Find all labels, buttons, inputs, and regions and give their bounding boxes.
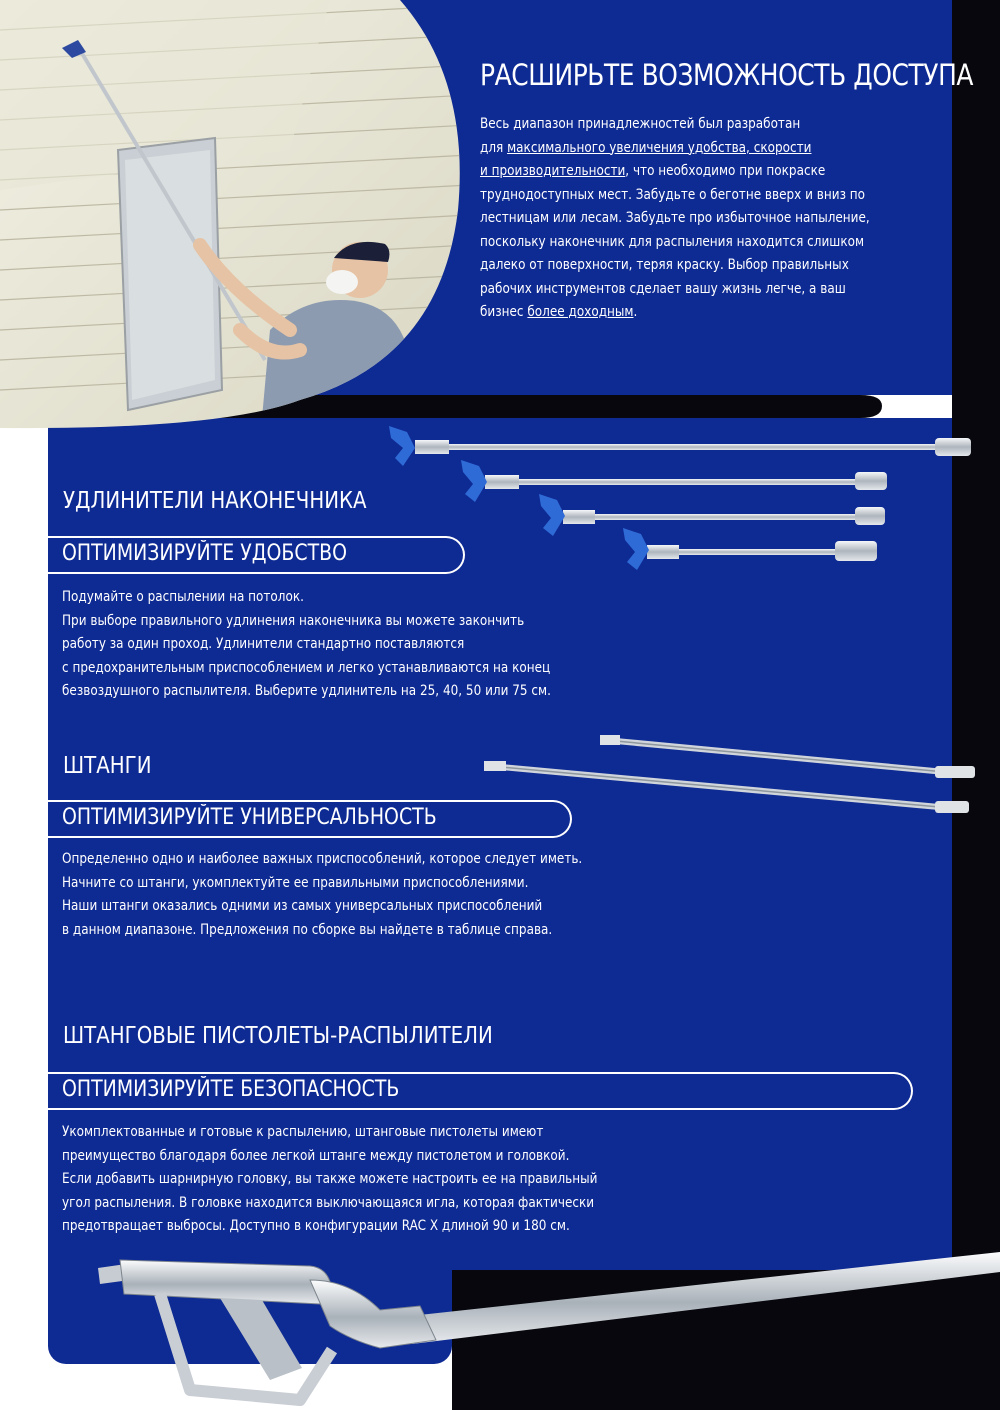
hero-body-line [480, 184, 870, 208]
section-body-line: с предохранительным приспособлением и легко устанавливаются на конец [62, 659, 551, 676]
section-pole-guns-title: ШТАНГОВЫЕ ПИСТОЛЕТЫ-РАСПЫЛИТЕЛИ [63, 1023, 493, 1049]
section-body-line: При выборе правильного удлинения наконечника вы можете закончить [62, 612, 525, 629]
extender-4 [623, 528, 877, 570]
hero-body-line [480, 207, 870, 231]
hero-body-run: Весь диапазон принадлежностей был разработан [480, 116, 801, 132]
hero-body-link: и производительности [480, 163, 626, 179]
section-body-line: безвоздушного распылителя. Выберите удлинитель на 25, 40, 50 или 75 см. [62, 683, 551, 699]
painter-photo [0, 0, 470, 440]
section-body-line: Определенно одно и наиболее важных приспособлений, которое следует иметь. [62, 851, 583, 867]
section-pole-guns-subtitle-bar [48, 1072, 913, 1110]
hero-body-line [480, 113, 870, 137]
hero-body-link: максимального увеличения удобства, скорости [507, 139, 812, 156]
hero-body-run: для [480, 139, 508, 156]
pole-1 [600, 735, 975, 778]
section-tip-extenders-title: УДЛИНИТЕЛИ НАКОНЕЧНИКА [63, 488, 367, 514]
extender-2 [461, 460, 887, 502]
section-body-line: угол распыления. В головке находится выключающаяся игла, которая фактически [62, 1194, 595, 1211]
section-poles-body [62, 848, 582, 942]
hero-body-run: труднодоступных мест. Забудьте о беготне вверх и вниз по [480, 186, 866, 203]
hero-body-run: лестницам или лесам. Забудьте про избыточное напыление, [480, 210, 870, 226]
tip-extenders-image [385, 418, 985, 578]
hero-body-run: поскольку наконечник для распыления находится слишком [480, 233, 865, 250]
section-tip-extenders-subtitle: ОПТИМИЗИРУЙТЕ УДОБСТВО [62, 541, 348, 566]
section-body-line: Если добавить шарнирную головку, вы также можете настроить ее на правильный [62, 1171, 598, 1187]
extender-1 [389, 426, 971, 466]
hero-body-run: , что необходимо при покраске [625, 163, 826, 179]
section-body-line: в данном диапазоне. Предложения по сборке вы найдете в таблице справа. [62, 921, 553, 938]
hero-body-line [480, 254, 870, 278]
hero-title: РАСШИРЬТЕ ВОЗМОЖНОСТЬ ДОСТУПА [480, 58, 974, 92]
section-pole-guns-body [62, 1121, 597, 1239]
section-tip-extenders-body [62, 586, 551, 704]
section-body-line: Укомплектованные и готовые к распылению, штанговые пистолеты имеют [62, 1124, 544, 1140]
hero-body-line [480, 301, 870, 325]
hero-body-run: рабочих инструментов сделает вашу жизнь легче, а ваш [480, 280, 846, 297]
section-poles-title: ШТАНГИ [63, 753, 152, 779]
hero-body [480, 113, 870, 325]
section-body-line: работу за один проход. Удлинители стандартно поставляются [62, 636, 465, 652]
section-body-line: предотвращает выбросы. Доступно в конфигурации RAC X длиной 90 и 180 см. [62, 1218, 570, 1234]
section-pole-guns-subtitle: ОПТИМИЗИРУЙТЕ БЕЗОПАСНОСТЬ [62, 1077, 400, 1102]
hero-body-line [480, 160, 870, 184]
section-tip-extenders-subtitle-bar [48, 536, 465, 574]
hero-body-line [480, 137, 870, 161]
hero-body-link: более доходным [527, 304, 634, 320]
hero-body-line [480, 231, 870, 255]
section-body-line: Наши штанги оказались одними из самых универсальных приспособлений [62, 898, 543, 914]
hero-body-line [480, 278, 870, 302]
section-poles-subtitle: ОПТИМИЗИРУЙТЕ УНИВЕРСАЛЬНОСТЬ [62, 805, 437, 830]
section-body-line: преимущество благодаря более легкой штанге между пистолетом и головкой. [62, 1147, 570, 1164]
section-body-line: Подумайте о распылении на потолок. [62, 589, 304, 605]
hero-body-run: далеко от поверхности, теряя краску. Выбор правильных [480, 257, 849, 273]
hero-body-run: бизнес [480, 304, 528, 320]
pole-gun-image [80, 1240, 1000, 1410]
extender-3 [539, 494, 885, 536]
section-body-line: Начните со штанги, укомплектуйте ее правильными приспособлениями. [62, 874, 529, 891]
hero-body-run: . [633, 304, 638, 320]
section-poles-subtitle-bar [48, 800, 572, 838]
